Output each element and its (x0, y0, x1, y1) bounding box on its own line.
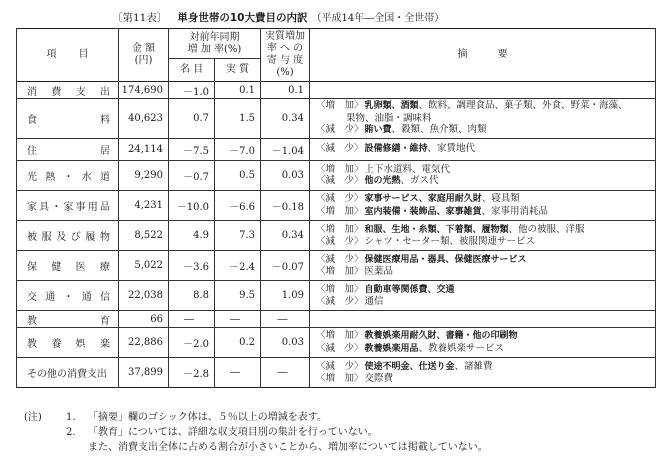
summary-item-major: 設備修繕・維持 (364, 144, 428, 155)
row-real-rate: －6.6 (215, 191, 261, 221)
row-item-label (17, 139, 119, 161)
summary-item-major: 教養娯楽用耐久財、書籍・他の印刷物 (364, 331, 518, 341)
row-item-label (17, 328, 119, 358)
summary-item: 、他の被服、洋服 (508, 223, 585, 235)
item-char: 料 (100, 115, 110, 126)
summary-item-major: 他の光熱 (364, 176, 401, 186)
row-real-rate: －2.4 (215, 251, 261, 281)
row-summary (310, 311, 656, 328)
table-row (17, 161, 656, 191)
item-char: 出 (99, 86, 110, 98)
item-char: 支 (75, 86, 86, 98)
row-real-rate: －7.0 (215, 139, 261, 161)
summary-tag: 〈増 加〉 (316, 373, 364, 384)
row-contribution: ― (261, 311, 310, 328)
table-row (17, 99, 656, 139)
item-char: 家 (63, 202, 74, 213)
row-item-label (17, 82, 119, 99)
summary-item: 、ガス代 (400, 175, 439, 186)
table-row (17, 251, 656, 281)
summary-tag: 〈減 少〉 (316, 360, 364, 372)
note-1-number: 1. (66, 412, 76, 423)
item-char: 食 (27, 115, 37, 126)
table-main-title: 単身世帯の10大費目の内訳 (177, 12, 308, 24)
item-char: び (70, 232, 81, 243)
row-amount: 8,522 (119, 221, 169, 251)
item-char: 用 (87, 202, 98, 213)
header-yoy: 対前年同期 増 加 率(%) (169, 29, 261, 59)
header-contribution: 実質増加 率 へ の 寄 与 度 (%) (261, 29, 310, 82)
row-summary (310, 358, 656, 388)
summary-tag: 〈増 加〉 (316, 266, 364, 277)
row-contribution: 0.34 (261, 99, 310, 139)
row-summary (310, 251, 656, 281)
row-amount: 174,690 (119, 82, 169, 99)
item-char: ・ (51, 202, 62, 213)
header-nominal: 名 目 (169, 59, 215, 82)
note-3-text: また、消費支出全体に占める割合が小さいことから、増加率については掲載していない。 (88, 442, 488, 453)
summary-item: 、穀類、魚介類、肉類 (391, 124, 487, 136)
expenditure-table (16, 28, 656, 388)
item-char: 保 (27, 262, 37, 273)
row-nominal-rate: 4.9 (169, 221, 215, 251)
item-char: 家 (27, 202, 37, 213)
item-char: 信 (100, 292, 110, 303)
item-char: 具 (39, 202, 50, 213)
summary-tag: 〈減 少〉 (316, 143, 364, 155)
item-char: 居 (100, 146, 110, 157)
row-amount: 24,114 (119, 139, 169, 161)
row-contribution: 0.03 (261, 328, 310, 358)
item-char: 水 (81, 172, 92, 183)
row-summary (310, 191, 656, 221)
summary-item: 通信 (364, 296, 384, 307)
summary-line (316, 284, 655, 297)
row-contribution: －0.07 (261, 251, 310, 281)
table-row (17, 311, 656, 328)
table-row (17, 139, 656, 161)
row-amount: 37,899 (119, 358, 169, 388)
summary-item-major: 賄い費 (364, 125, 392, 136)
table-row (17, 358, 656, 388)
row-item-label (17, 191, 119, 221)
summary-line (316, 113, 655, 125)
row-summary (310, 99, 656, 139)
summary-item: 交際費 (364, 373, 394, 384)
row-nominal-rate: －10.0 (169, 191, 215, 221)
row-item-label (17, 281, 119, 311)
row-item-label (17, 221, 119, 251)
item-char: 住 (27, 146, 37, 157)
item-char: ・ (63, 292, 74, 303)
row-real-rate: ― (215, 311, 261, 328)
row-amount: 9,290 (119, 161, 169, 191)
summary-tag: 〈減 少〉 (316, 296, 364, 307)
summary-line (316, 330, 655, 343)
summary-item-major: 家事サービス、家庭用耐久財 (364, 194, 482, 204)
notes-mark: (注) (24, 412, 42, 423)
summary-tag: 〈増 加〉 (316, 205, 364, 217)
summary-tag: 〈増 加〉 (316, 283, 364, 295)
table-number: 〔第11表〕 (112, 12, 168, 24)
item-char: 通 (45, 292, 56, 303)
row-contribution: －1.04 (261, 139, 310, 161)
item-char: 被 (27, 232, 37, 243)
item-char: 消 (27, 86, 37, 98)
item-char: 道 (100, 172, 110, 183)
row-contribution: 1.09 (261, 281, 310, 311)
row-nominal-rate: －1.0 (169, 82, 215, 99)
summary-item-major: 和服、生地・糸類、下着類、履物類 (364, 224, 509, 235)
row-summary (310, 139, 656, 161)
summary-line (316, 164, 655, 176)
row-amount: 22,886 (119, 328, 169, 358)
row-nominal-rate: －2.0 (169, 328, 215, 358)
summary-line (316, 193, 655, 206)
row-real-rate: ― (215, 358, 261, 388)
item-char: 療 (99, 262, 110, 273)
summary-item-major: 保健医療用品・器具、保健医療サービス (364, 254, 527, 265)
summary-item: 、寝具類 (481, 193, 520, 204)
summary-tag: 〈減 少〉 (316, 342, 364, 354)
summary-item: シャツ・セーター類、被服関連サービス (364, 236, 535, 247)
table-title (112, 9, 444, 25)
row-amount: 22,038 (119, 281, 169, 311)
table-row (17, 82, 656, 99)
row-summary (310, 221, 656, 251)
row-nominal-rate: －3.6 (169, 251, 215, 281)
row-nominal-rate: 8.8 (169, 281, 215, 311)
row-amount: 66 (119, 311, 169, 328)
note-2-number: 2. (66, 427, 76, 438)
summary-item: 、諸雑費 (454, 360, 493, 372)
item-char: その他の消費支出 (27, 369, 107, 380)
summary-tag: 〈減 少〉 (316, 236, 364, 247)
row-amount: 40,623 (119, 99, 169, 139)
row-summary (310, 161, 656, 191)
item-char: 及 (56, 232, 67, 243)
notes (24, 410, 488, 455)
summary-item-major: 乳卵類、酒類 (364, 101, 419, 112)
row-real-rate: 1.5 (215, 99, 261, 139)
summary-tag: 〈減 少〉 (316, 175, 364, 186)
summary-tag: 〈増 加〉 (316, 223, 364, 235)
summary-item-major: 教養娯楽用品 (364, 343, 419, 354)
row-contribution: 0.03 (261, 161, 310, 191)
item-char: 育 (100, 315, 110, 327)
row-item-label (17, 99, 119, 139)
summary-item: 医薬品 (364, 266, 394, 277)
row-nominal-rate: －2.8 (169, 358, 215, 388)
row-contribution: ― (261, 358, 310, 388)
item-char: 交 (27, 292, 37, 303)
row-nominal-rate: ― (169, 311, 215, 328)
row-contribution: 0.1 (261, 82, 310, 99)
row-real-rate: 7.3 (215, 221, 261, 251)
table-row (17, 191, 656, 221)
summary-line (316, 224, 655, 237)
summary-line (316, 175, 655, 188)
row-item-label (17, 251, 119, 281)
note-1-text: 「摘要」欄のゴシック体は、５％以上の増減を表す。 (88, 412, 327, 423)
summary-line (316, 143, 655, 156)
item-char: 健 (51, 262, 62, 273)
row-amount: 4,231 (119, 191, 169, 221)
header-real: 実 質 (215, 59, 261, 82)
item-char: 医 (75, 262, 86, 273)
item-char: 品 (99, 202, 110, 213)
item-char: 養 (51, 339, 62, 350)
item-char: 通 (81, 292, 92, 303)
item-char: 事 (75, 202, 86, 213)
summary-tag: 〈増 加〉 (316, 100, 364, 112)
summary-line (316, 266, 655, 278)
item-char: 服 (41, 232, 52, 243)
summary-tag: 〈増 加〉 (316, 163, 364, 175)
row-item-label (17, 358, 119, 388)
summary-line (316, 361, 655, 374)
summary-line (316, 236, 655, 248)
row-contribution: －0.18 (261, 191, 310, 221)
row-real-rate: 0.2 (215, 328, 261, 358)
item-char: 物 (99, 232, 110, 243)
summary-tag: 〈増 加〉 (316, 330, 364, 341)
summary-item: 果物、油脂・調味料 (346, 112, 432, 124)
summary-line (316, 100, 655, 113)
item-char: 楽 (99, 339, 110, 350)
summary-tag: 〈減 少〉 (316, 193, 364, 204)
row-item-label (17, 161, 119, 191)
item-char: 光 (27, 172, 37, 183)
row-nominal-rate: －0.7 (169, 161, 215, 191)
item-char: ・ (63, 172, 74, 183)
summary-line (316, 206, 655, 219)
table-row (17, 328, 656, 358)
summary-line (316, 124, 655, 137)
row-nominal-rate: 0.7 (169, 99, 215, 139)
summary-tag: 〈減 少〉 (316, 253, 364, 265)
table-row (17, 281, 656, 311)
summary-line (316, 254, 655, 267)
header-summary: 摘要 (310, 29, 656, 82)
summary-item: 、教養娯楽サービス (418, 342, 505, 354)
item-char: 教 (27, 339, 37, 350)
row-real-rate: 0.1 (215, 82, 261, 99)
item-char: 履 (85, 232, 96, 243)
row-summary (310, 328, 656, 358)
summary-line (316, 343, 655, 356)
table-row (17, 221, 656, 251)
header-amount: 金 額 (円) (119, 29, 169, 82)
summary-tag: 〈減 少〉 (316, 124, 364, 136)
summary-item-major: 室内装備・装飾品、家事雑貨 (364, 206, 482, 217)
row-amount: 5,022 (119, 251, 169, 281)
item-char: 費 (51, 86, 62, 98)
summary-item: 、家賃地代 (427, 143, 476, 155)
row-real-rate: 0.5 (215, 161, 261, 191)
summary-item-major: 使途不明金、仕送り金 (364, 361, 455, 372)
row-contribution: 0.34 (261, 221, 310, 251)
summary-item: 、飲料、調理食品、菓子類、外食、野菜・海藻、 (418, 100, 628, 112)
item-char: 娯 (75, 339, 86, 350)
note-2-text: 「教育」については、詳細な収支項目別の集計を行っていない。 (88, 427, 378, 438)
row-real-rate: 9.5 (215, 281, 261, 311)
item-char: 熱 (45, 172, 56, 183)
summary-item: 、家事用消耗品 (481, 205, 549, 217)
table-subtitle: （平成14年―全国・全世帯） (311, 13, 445, 24)
summary-line (316, 373, 655, 385)
row-summary (310, 281, 656, 311)
header-item: 項目 (17, 29, 119, 82)
row-nominal-rate: －7.5 (169, 139, 215, 161)
summary-line (316, 296, 655, 308)
row-item-label (17, 311, 119, 328)
item-char: 教 (27, 315, 37, 327)
row-summary (310, 82, 656, 99)
summary-item-major: 自動車等関係費、交通 (364, 284, 455, 295)
summary-item: 上下水道料、電気代 (364, 163, 451, 175)
